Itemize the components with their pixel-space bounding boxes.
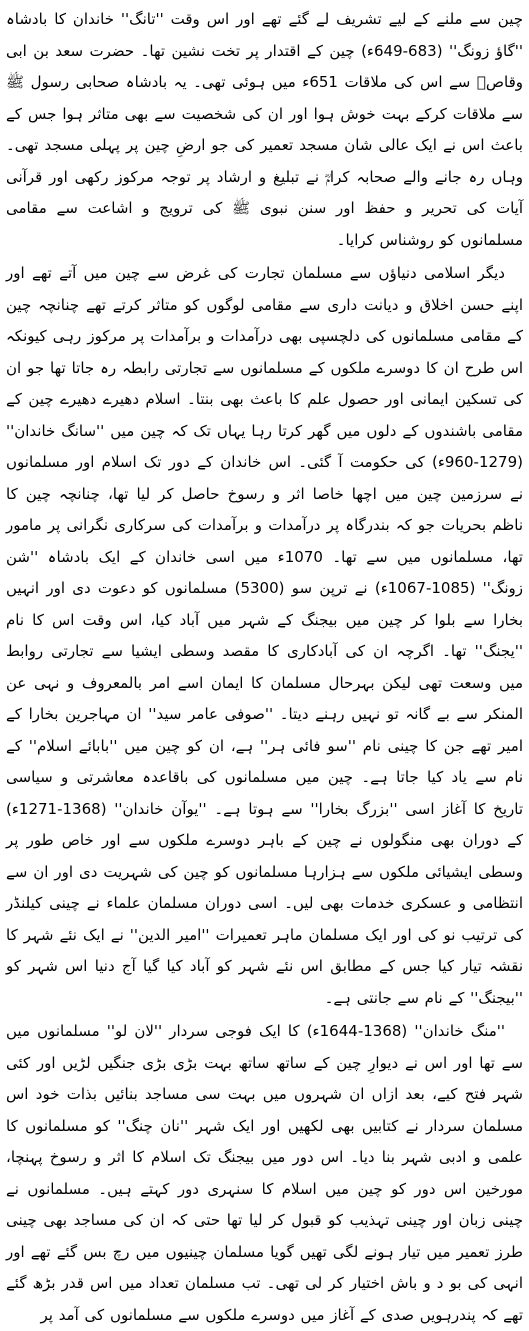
paragraph-ming-dynasty: ''منگ خاندان'' (1368-1644ء) کا ایک فوجی سردار ''لان لو'' مسلمانوں میں سے تھا اور اس نے دیوارِ چین کے ساتھ ساتھ بہت بڑی بڑی جنگیں لڑیں اور کئی شہر فتح کیے، بعد ازاں ان شہروں میں بہت سی مساجد بنائیں بذات خود اس مسلمان سردار نے کتابیں بھی لکھیں اور ایک شہر ''نان چنگ'' کو مسلمانوں کا علمی و ادبی شہر بنا دیا۔ اس دور میں بیجنگ تک اسلام کا اثر و رسوخ پہنچا، مورخین اس دور کو چین میں اسلام کا سنہری دور کہتے ہیں۔ مسلمانوں نے چینی زبان اور چینی تہذیب کو قبول کر لیا تھا حتی کہ ان کی مساجد بھی چینی طرز تعمیر میں تیار ہونے لگی تھیں گویا مسلمان چینیوں میں رچ بس گئے تھے اور انہی کی بو د و باش اختیار کر لی تھی۔ تب مسلمان تعداد میں اس قدر بڑھ گئے تھے کہ پندرہویں صدی کے آغاز میں دوسرے ملکوں سے مسلمانوں کی آمد پر <box>6 1022 523 1324</box>
paragraph-continuation: چین سے ملنے کے لیے تشریف لے گئے تھے اور اس وقت ''تانگ'' خاندان کا بادشاہ ''گاؤ زونگ'' (683-649ء) چین کے اقتدار پر تخت نشین تھا۔ حضرت سعد بن ابی وقاصؓ سے اس کی ملاقات 651ء میں ہوئی تھی۔ یہ بادشاہ صحابی رسول ﷺ سے ملاقات کرکے بہت خوش ہوا اور ان کی شخصیت سے بھی متاثر ہوا جس کے باعث اس نے ایک عالی شان مسجد تعمیر کی جو ارضِ چین پر پہلی مسجد تھی۔ وہاں رہ جانے والے صحابہ کرامؓ نے تبلیغ و ارشاد پر توجہ مرکوز رکھی اور قرآنی آیات کی تحریر و حفظ اور سنن نبوی ﷺ کی ترویج و اشاعت سے مقامی مسلمانوں کو روشناس کرایا۔ <box>6 10 523 249</box>
paragraph-trade-and-settlement: دیگر اسلامی دنیاؤں سے مسلمان تجارت کی غرض سے چین میں آتے تھے اور اپنے حسن اخلاق و دیانت داری سے مقامی لوگوں کو متاثر کرتے تھے چنانچہ چین کے مقامی مسلمانوں کی دلچسپی بھی درآمدات و برآمدات پر مرکوز رہی کیونکہ اس طرح ان کا دوسرے ملکوں کے مسلمانوں سے تجارتی رابطہ رہ جاتا تھا جو ان کی تسکین ایمانی اور حصول علم کا باعث بھی بنتا۔ اسلام دھیرے دھیرے چین کے مقامی باشندوں کے دلوں میں گھر کرتا رہا یہاں تک کہ چین میں ''سانگ خاندان'' (1279-960ء) کی حکومت آ گئی۔ اس خاندان کے دور تک اسلام اور مسلمانوں نے سرزمین چین میں اچھا خاصا اثر و رسوخ حاصل کر لیا تھا، چنانچہ چین کا ناظم بحریات جو کہ بندرگاہ پر درآمدات و برآمدات کی سرکاری نگرانی پر مامور تھا، مسلمانوں میں سے تھا۔ 1070ء میں اسی خاندان کے ایک بادشاہ ''شن زونگ'' (1085-1067ء) نے ترپن سو (5300) مسلمانوں کو دعوت دی اور انہیں بخارا سے بلوا کر چین میں بیجنگ کے شہر میں آباد کیا، اس وقت اس کا نام ''یجنگ'' تھا۔ اگرچہ ان کی آبادکاری کا مقصد وسطی ایشیا سے تجارتی روابط میں وسعت تھی لیکن بہرحال مسلمان کا ایمان اسے امر بالمعروف و نہی عن المنکر سے بے گانہ تو نہیں رہنے دیتا۔ ''صوفی عامر سید'' ان مہاجرین بخارا کے امیر تھے جن کا چینی نام ''سو فائی ہر'' ہے، ان کو چین میں ''بابائے اسلام'' کے نام سے یاد کیا جاتا ہے۔ چین میں مسلمانوں کی باقاعدہ معاشرتی و سیاسی تاریخ کا آغاز اسی ''بزرگ بخارا'' سے ہوتا ہے۔ ''یوآن خاندان'' (1368-1271ء) کے دوران بھی منگولوں نے چین کے باہر دوسرے ملکوں سے اور خاص طور پر وسطی ایشیائی ملکوں سے ہزارہا مسلمانوں کو چین کی شہریت دی اور ان سے انتظامی و عسکری خدمات بھی لیں۔ اسی دوران مسلمان علماء نے چینی کیلنڈر کی ترتیب نو کی اور ایک مسلمان ماہر تعمیرات ''امیر الدین'' نے ایک نئے شہر کا نقشہ تیار کیا جس کے مطابق اس نئے شہر کو آباد کیا گیا آج دنیا اس شہر کو ''بیجنگ'' کے نام سے جانتی ہے۔ <box>6 264 523 1007</box>
